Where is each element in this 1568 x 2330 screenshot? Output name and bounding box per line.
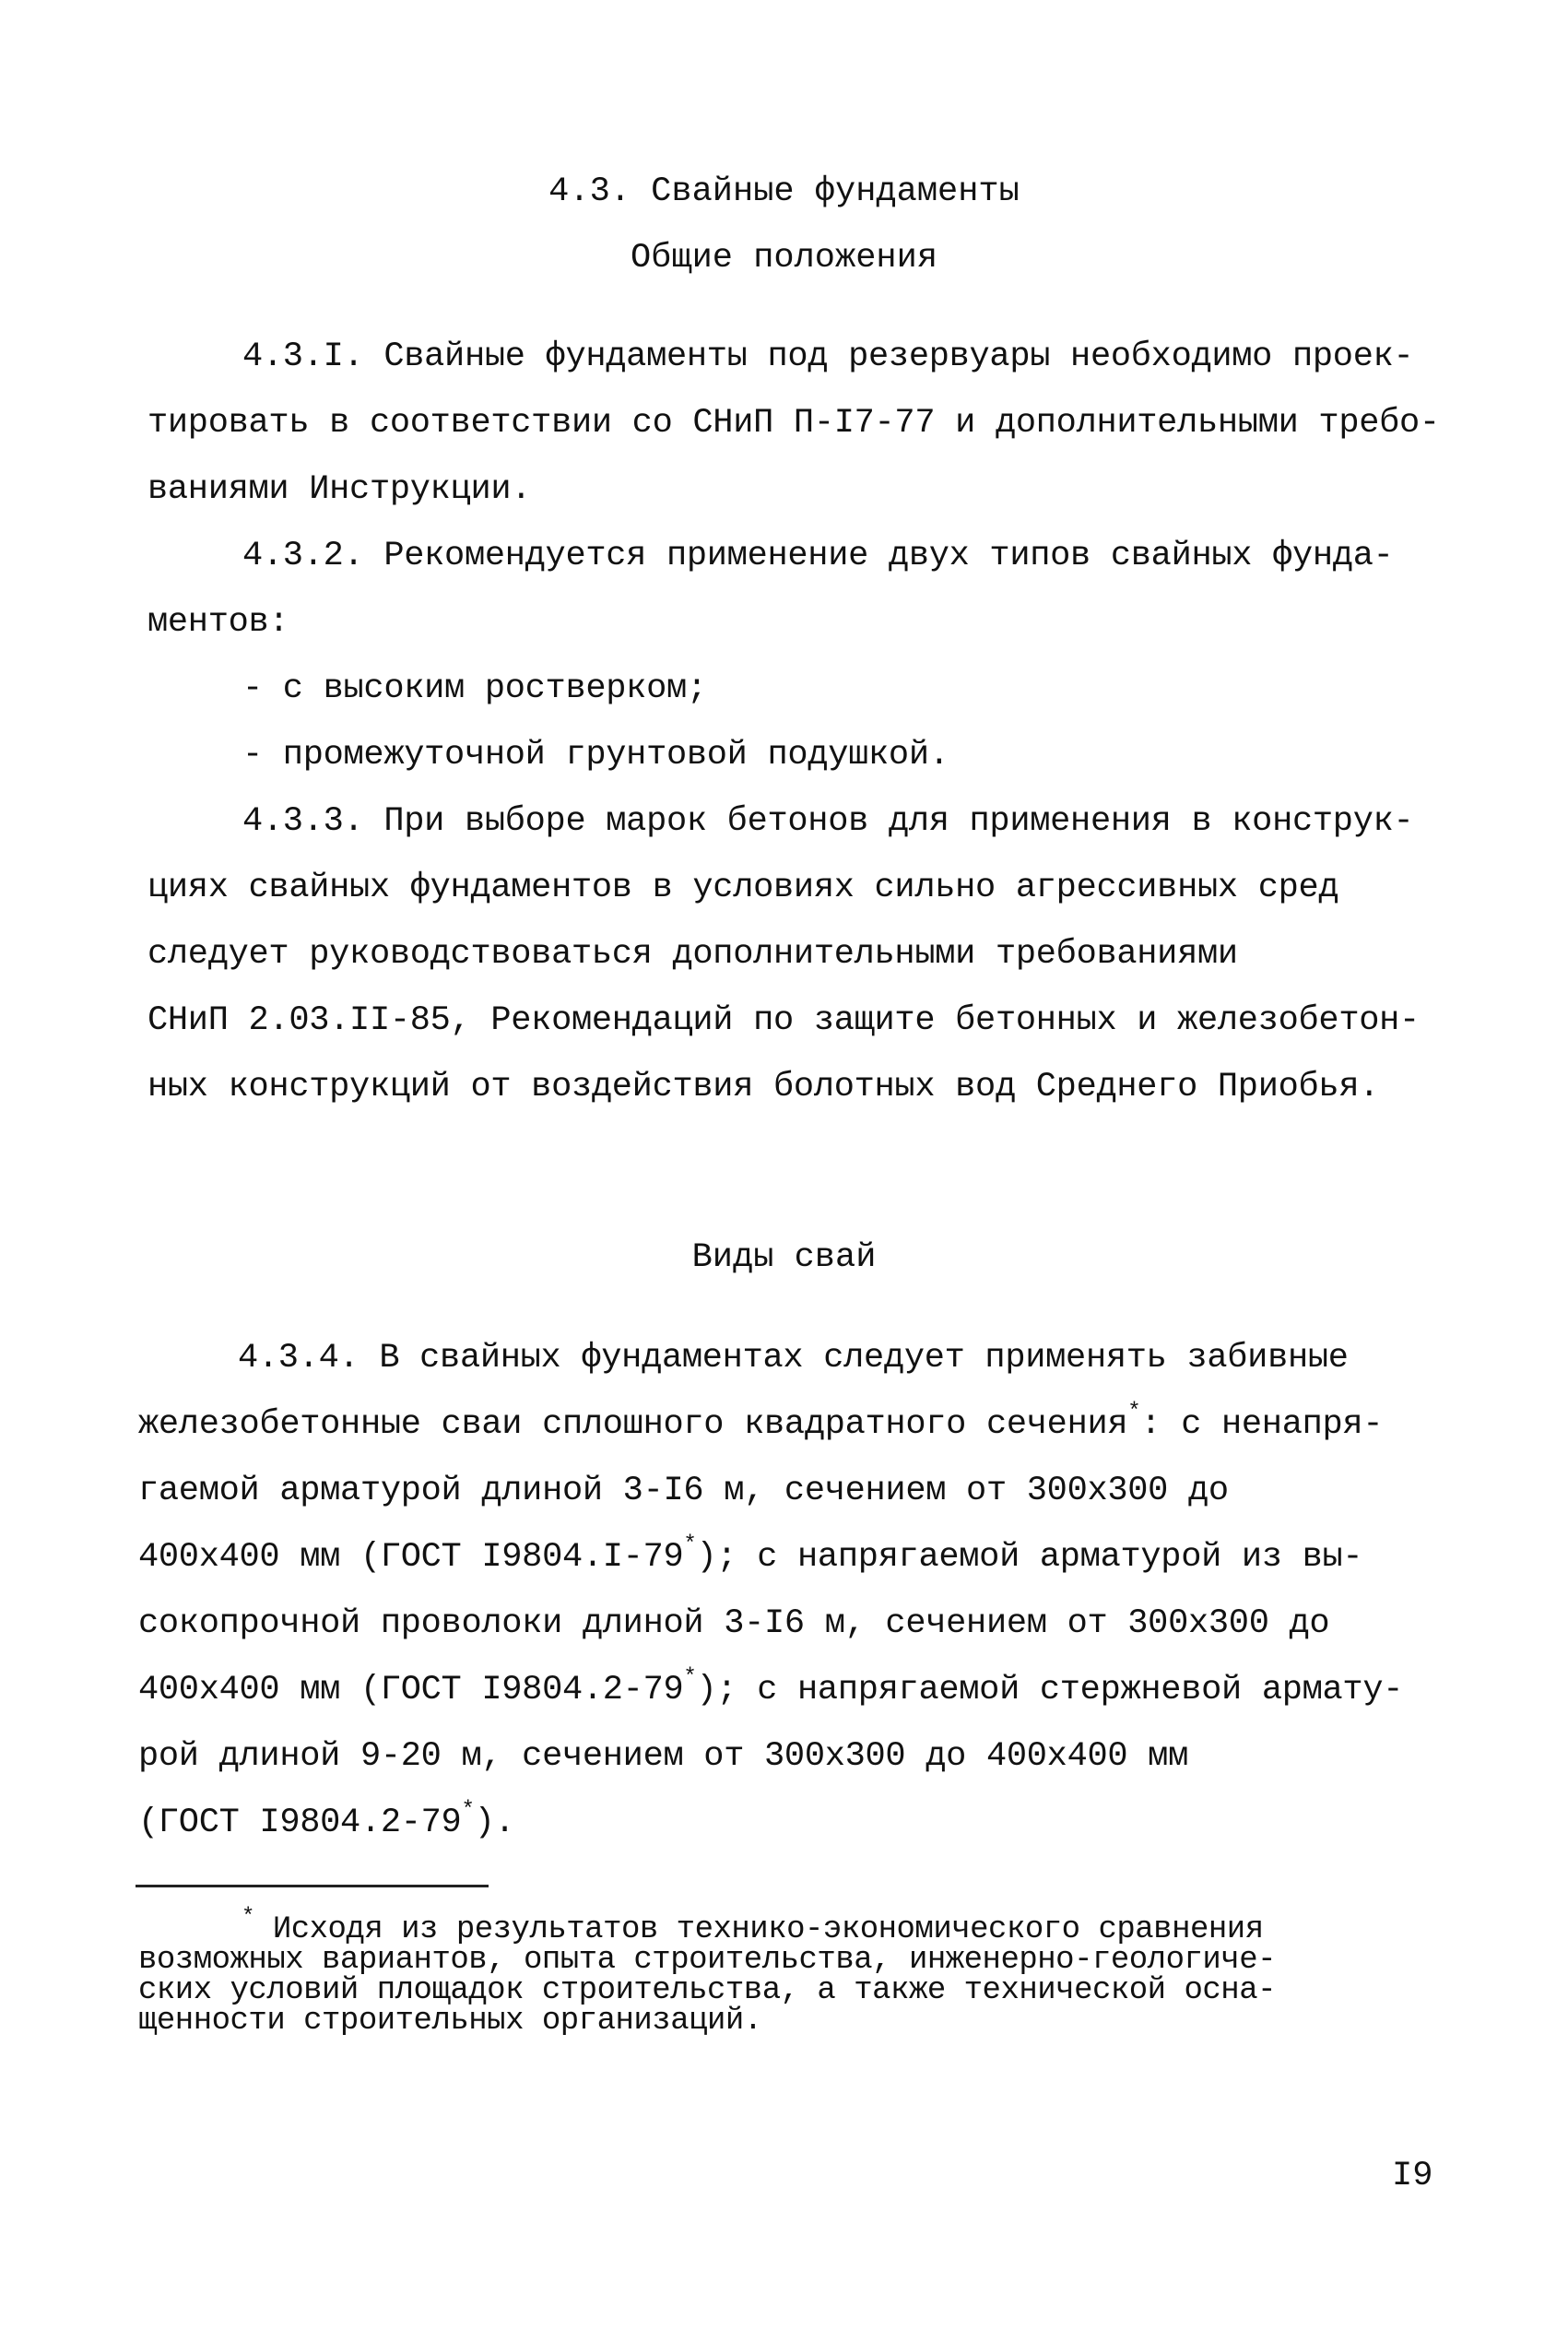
footnote-line-1: * Исходя из результатов технико-экономического сравнения <box>242 1904 1264 1947</box>
paragraph-4-3-3-line-1: 4.3.3. При выборе марок бетонов для применения в конструк- <box>242 802 1414 841</box>
footnote-mark: * <box>461 1797 475 1823</box>
section-title: 4.3. Свайные фундаменты <box>548 172 1020 211</box>
footnote-mark: * <box>1127 1399 1141 1425</box>
list-item: - промежуточной грунтовой подушкой. <box>242 736 949 775</box>
footnote-line-2: возможных вариантов, опыта строительства, инженерно-геологиче- <box>138 1943 1277 1978</box>
paragraph-4-3-4-line-1: 4.3.4. В свайных фундаментах следует применять забивные <box>238 1339 1349 1378</box>
paragraph-4-3-3-line-4: СНиП 2.03.II-85, Рекомендаций по защите бетонных и железобетон- <box>147 1001 1420 1040</box>
paragraph-4-3-1-line-2: тировать в соответствии со СНиП П-I7-77 и дополнительными требо- <box>147 404 1440 443</box>
paragraph-4-3-4-line-8: (ГОСТ I9804.2-79*). <box>138 1797 515 1842</box>
paragraph-4-3-1-line-3: ваниями Инструкции. <box>147 470 532 509</box>
footnote-line-3: ских условий площадок строительства, а также технической осна- <box>138 1973 1277 2008</box>
paragraph-4-3-4-line-6: 400х400 мм (ГОСТ I9804.2-79*); с напрягаемой стержневой армату- <box>138 1664 1404 1709</box>
paragraph-4-3-3-line-2: циях свайных фундаментов в условиях сильно агрессивных сред <box>147 869 1339 907</box>
paragraph-4-3-4-line-2: железобетонные сваи сплошного квадратного сечения*: с ненапря- <box>138 1399 1384 1444</box>
paragraph-4-3-4-line-4: 400х400 мм (ГОСТ I9804.I-79*); с напрягаемой арматурой из вы- <box>138 1532 1363 1577</box>
paragraph-4-3-3-line-5: ных конструкций от воздействия болотных вод Среднего Приобья. <box>147 1068 1380 1106</box>
paragraph-4-3-3-line-3: следует руководствоваться дополнительными требованиями <box>147 935 1238 974</box>
section-subtitle: Общие положения <box>630 239 938 278</box>
paragraph-4-3-2-line-1: 4.3.2. Рекомендуется применение двух типов свайных фунда- <box>242 537 1394 575</box>
footnote-mark: * <box>242 1904 254 1930</box>
page-number: I9 <box>1392 2157 1433 2195</box>
footnote-mark: * <box>683 1664 697 1690</box>
paragraph-4-3-4-line-5: сокопрочной проволоки длиной 3-I6 м, сечением от 300х300 до <box>138 1604 1330 1643</box>
paragraph-4-3-2-line-2: ментов: <box>147 603 289 642</box>
footnote-line-4: щенности строительных организаций. <box>138 2004 762 2039</box>
footnote-divider <box>136 1885 489 1887</box>
subsection-title: Виды свай <box>691 1238 877 1277</box>
footnote-mark: * <box>683 1532 697 1557</box>
paragraph-4-3-4-line-3: гаемой арматурой длиной 3-I6 м, сечением от 300х300 до <box>138 1472 1229 1510</box>
list-item: - с высоким ростверком; <box>242 669 707 708</box>
paragraph-4-3-4-line-7: рой длиной 9-20 м, сечением от 300х300 до 400х400 мм <box>138 1737 1188 1776</box>
paragraph-4-3-1-line-1: 4.3.I. Свайные фундаменты под резервуары необходимо проек- <box>242 337 1414 376</box>
